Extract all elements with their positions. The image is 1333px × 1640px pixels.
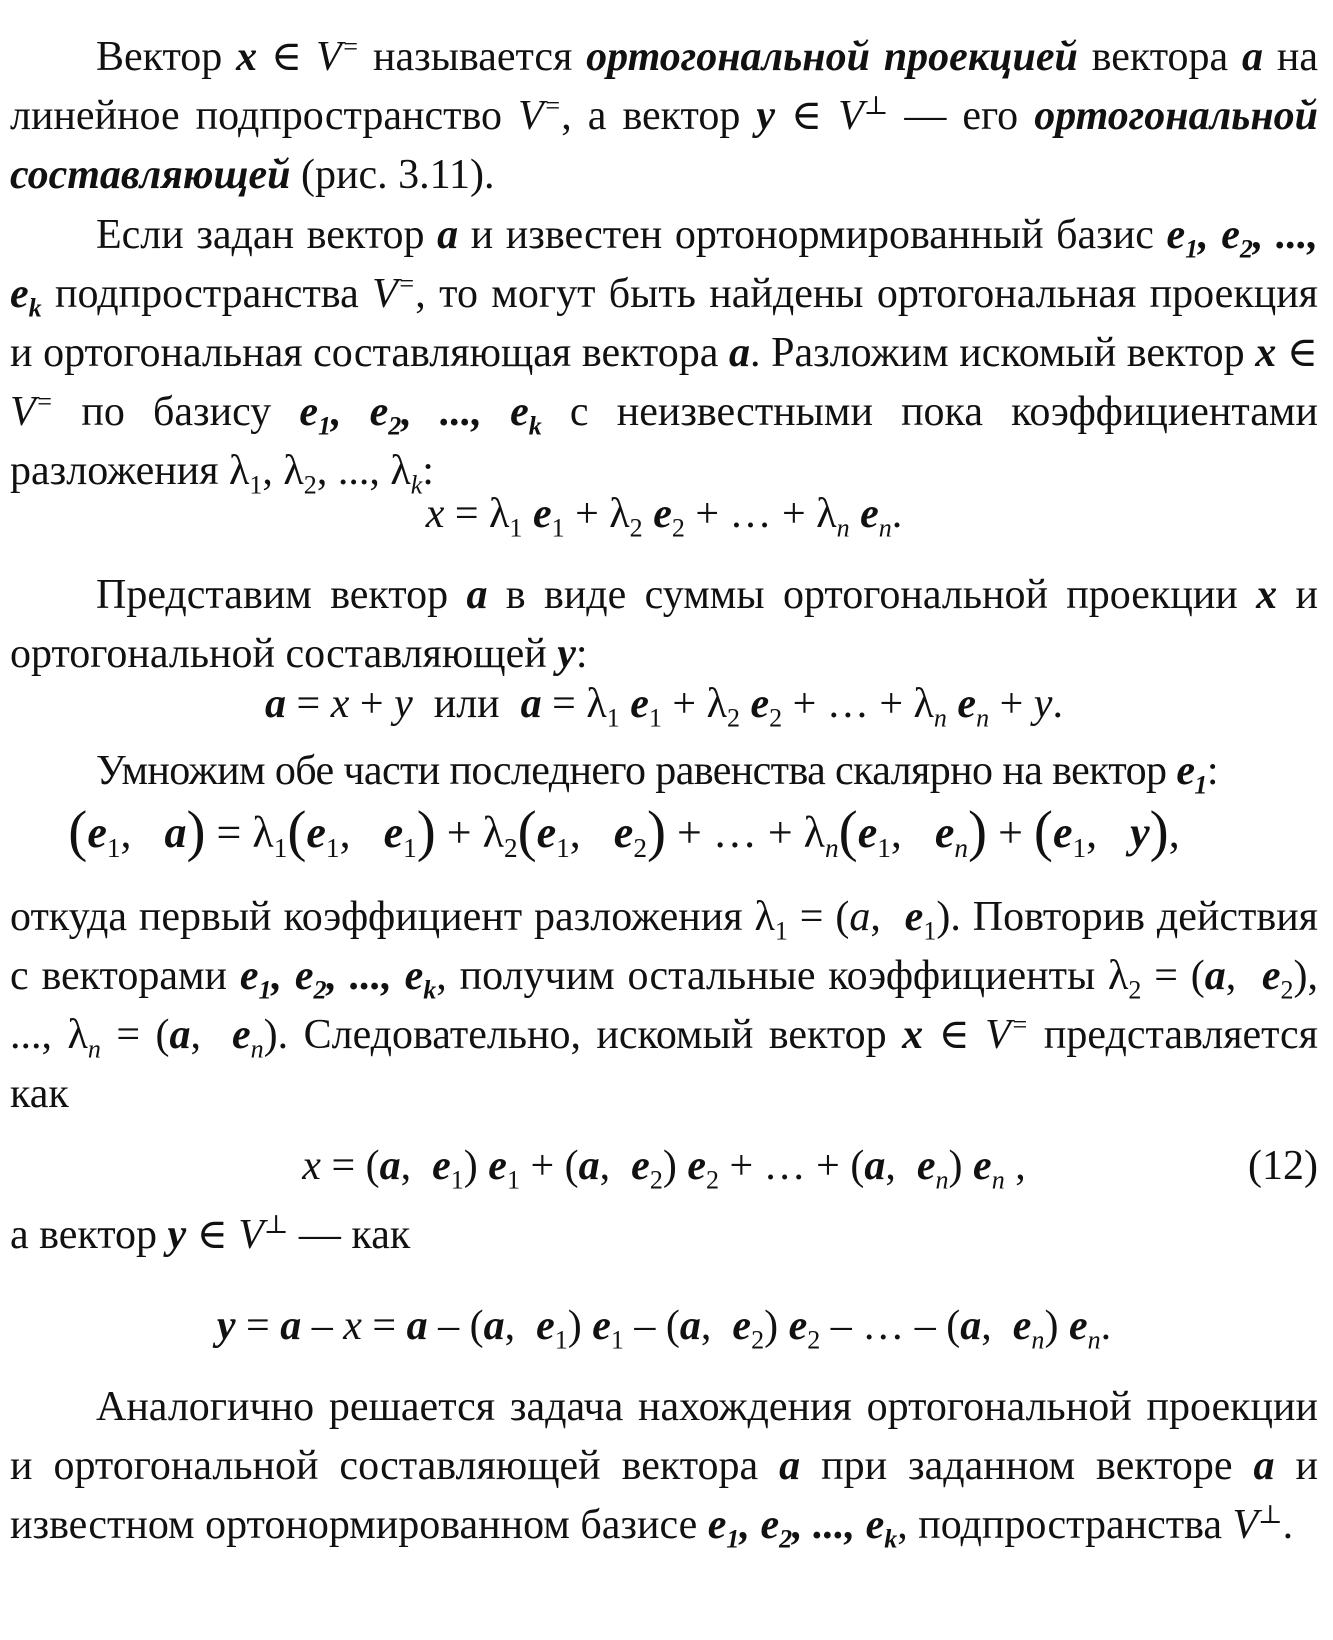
vector-a: a — [1242, 34, 1264, 80]
vector-a: a — [729, 330, 750, 376]
equation-number: (12) — [1248, 1143, 1318, 1189]
subspace-V: V= — [985, 1010, 1029, 1058]
text: ∈ — [186, 1212, 239, 1258]
text: ∈ — [1276, 330, 1318, 376]
subspace-V: V= — [10, 387, 54, 435]
text: : — [422, 448, 434, 494]
vector-e1: $e_1$ — [1176, 748, 1207, 800]
formula-decomposition: $x = \lambda_1$ $e_1 + \lambda_2$ $e_2$ + … + $\lambda_n$ $e_n$. — [425, 491, 903, 543]
vector-a: a — [1253, 1443, 1275, 1489]
text: представляется как — [10, 1012, 1318, 1117]
term-orthogonal-projection: ортогональной проекцией — [586, 34, 1078, 80]
text: в виде суммы ортогональной проекции — [487, 572, 1257, 618]
formula-scalar-product: ($e_1$, $a) = \lambda_1(e_1$, $e_1) + \lambda_2(e_1$, $e_2$) + … + $\lambda_n(e_1$, $e_n) + (e_1$, y), — [68, 800, 1180, 863]
text: — его — [888, 93, 1035, 139]
text: ∈ — [923, 1012, 986, 1058]
text: — как — [288, 1212, 411, 1258]
vector-x: x — [236, 34, 258, 80]
vector-y: y — [557, 631, 576, 677]
basis-list: $e_1$, $e_2$, ..., $e_k$ — [299, 389, 542, 441]
text: . — [1282, 1502, 1294, 1548]
text: . Следовательно, искомый вектор — [277, 1012, 903, 1058]
subspace-V: V= — [372, 269, 416, 317]
vector-x: x — [1256, 572, 1278, 618]
paragraph-analogous — [10, 1378, 1318, 1555]
coefficient-formulas: $\lambda_2 = (a$, $e_2$), ..., $\lambda_n = (a$, $e_n$) — [10, 953, 1318, 1064]
text: называется — [359, 34, 587, 80]
paragraph-coefficients: откуда первый коэффициент разложения $\lambda_1 = (a$, $e_1$). Повторив действия с векторами $e_1$, $e_2$, ..., $e_k$, получим остальные коэффициенты $\lambda_2 = (a$, $e_2$), ..., $\lambda_n = (a$, $e_n$). Следовательно, искомый вектор x ∈ V= представляется как — [10, 894, 1318, 1117]
text: ∈ — [257, 34, 316, 80]
text: , получим остальные коэффициенты — [436, 953, 1108, 999]
basis-list: $e_1$, $e_2$, ..., $e_k$ — [707, 1502, 898, 1554]
text: (рис. 3.11). — [290, 152, 495, 198]
coefficient-list: $\lambda_1$, $\lambda_2$, ..., $\lambda_k$ — [229, 448, 423, 500]
vector-x: x — [1255, 330, 1277, 376]
basis-list: $e_1$, $e_2$, ..., $e_k$ — [239, 953, 437, 1005]
paragraph-y-vector — [10, 1206, 1318, 1265]
text: Вектор — [96, 34, 237, 80]
text: ∈ — [775, 93, 839, 139]
text: и известном ортонормированном базисе — [10, 1443, 1318, 1548]
vector-x: x — [902, 1012, 924, 1058]
paragraph-basis — [10, 206, 1318, 501]
text: Умножим обе части последнего равенства скалярно на вектор — [96, 748, 1177, 794]
subspace-V-perp: V⊥ — [838, 91, 889, 139]
text: : — [1206, 748, 1218, 794]
text: при заданном векторе — [800, 1443, 1254, 1489]
text: Аналогично решается задача нахождения ортогональной проекции и ортогональной составляющей вектора — [10, 1384, 1318, 1489]
vector-y: y — [167, 1212, 187, 1258]
formula-12: x = (a, $e_1$) $e_1 + (a$, $e_2$) $e_2$ + … + (a, $e_n$) $e_n$ , (12) — [10, 1136, 1318, 1196]
formula-sum: a = x + y или $a = \lambda_1$ $e_1 + \lambda_2$ $e_2$ + … + $\lambda_n$ $e_n + y$. — [265, 681, 1063, 733]
text: подпространства — [41, 271, 373, 317]
subspace-V-perp: V⊥ — [238, 1210, 289, 1258]
vector-a: a — [437, 212, 459, 258]
vector-a: a — [849, 894, 871, 940]
paragraph-multiply — [10, 742, 1318, 801]
formula-y: y = a – x = a – (a, $e_1$) $e_1 - (a$, $e_2$) $e_2$ – … – (a, $e_n$) $e_n$. — [216, 1303, 1112, 1355]
text: вектора — [1077, 34, 1243, 80]
subspace-V-perp: V⊥ — [1232, 1500, 1283, 1548]
subspace-V: V= — [315, 32, 360, 80]
text: = ( — [787, 894, 850, 940]
text: : — [575, 631, 588, 677]
vector-a: a — [466, 572, 488, 618]
text: , а вектор — [561, 93, 757, 139]
vector-y: y — [756, 93, 776, 139]
paragraph-definition — [10, 28, 1318, 205]
text: , то могут быть найдены ортогональная проекция и ортогональная составляющая вектора — [10, 271, 1318, 376]
text: Если задан вектор — [96, 212, 438, 258]
text: и ортогональной составляющей — [10, 572, 1318, 677]
text: на линейное подпространство — [10, 34, 1318, 139]
term-orthogonal-component: ортогональной составляющей — [10, 93, 1318, 198]
text: с неизвестными пока коэффициентами разложения — [10, 389, 1318, 494]
text: . Разложим искомый вектор — [750, 330, 1256, 376]
subspace-V: V= — [518, 91, 562, 139]
vector-a: a — [779, 1443, 801, 1489]
text: а вектор — [10, 1212, 168, 1258]
lambda-1: $\lambda_1$ — [754, 894, 788, 946]
text: , подпространства — [897, 1502, 1233, 1548]
text: по базису — [53, 389, 300, 435]
text: Представим вектор — [96, 572, 467, 618]
basis-list: $e_1$, $e_2$, ..., $e_k$ — [10, 212, 1318, 323]
text: откуда первый коэффициент разложения — [10, 894, 755, 940]
paragraph-sum — [10, 566, 1318, 684]
text: ). Повторив действия с векторами — [10, 894, 1318, 999]
text: и известен ортонормированный базис — [458, 212, 1167, 258]
